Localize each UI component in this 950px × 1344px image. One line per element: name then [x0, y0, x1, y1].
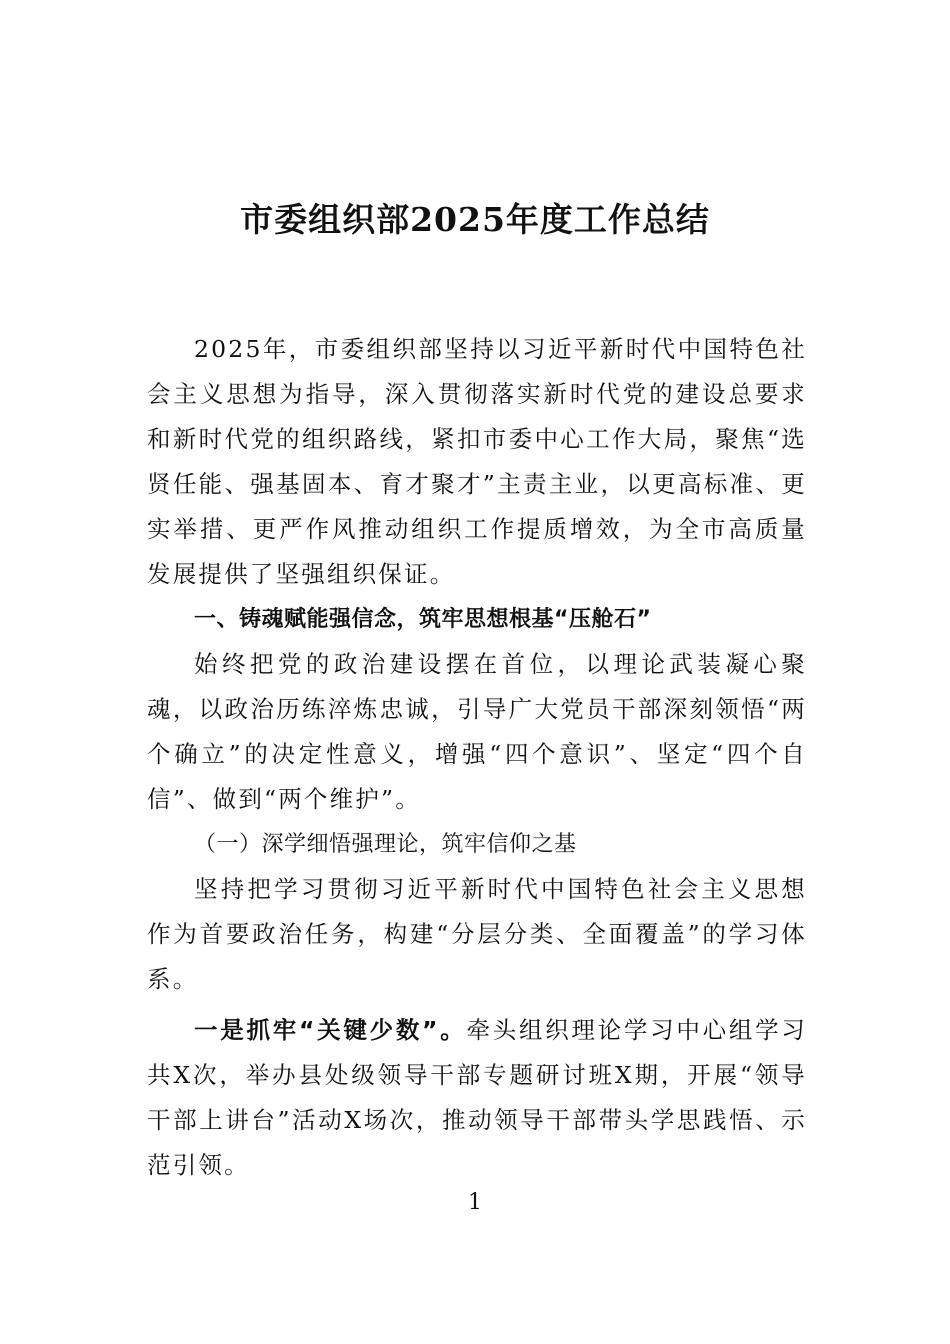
item-1-text: 牵头组织理论学习中心组学习共X次，举办县处级领导干部专题研讨班X期，开展“领导干部上讲台”活动X场次，推动领导干部带头学思践悟、示范引领。: [147, 1016, 807, 1179]
item-1-lead: 一是抓牢“关键少数”。: [194, 1016, 467, 1044]
intro-paragraph: 2025年，市委组织部坚持以习近平新时代中国特色社会主义思想为指导，深入贯彻落实新时代党的建设总要求和新时代党的组织路线，紧扣市委中心工作大局，聚焦“选贤任能、强基固本、育才聚才”主责主业，以更高标准、更实举措、更严作风推动组织工作提质增效，为全市高质量发展提供了坚强组织保证。: [147, 335, 807, 588]
subsection-1-heading: （一）深学细悟强理论，筑牢信仰之基: [194, 832, 577, 857]
item-1-paragraph: [147, 1008, 807, 1188]
document-title: 市委组织部2025年度工作总结: [240, 200, 710, 239]
subsection-1-paragraph: 坚持把学习贯彻习近平新时代中国特色社会主义思想作为首要政治任务，构建“分层分类、全面覆盖”的学习体系。: [147, 875, 807, 993]
document-body: [147, 327, 807, 1188]
page-number: 1: [468, 1190, 482, 1215]
section-1-heading: 一、铸魂赋能强信念，筑牢思想根基“压舱石”: [194, 607, 652, 632]
section-1-paragraph: 始终把党的政治建设摆在首位，以理论武装凝心聚魂，以政治历练淬炼忠诚，引导广大党员干部深刻领悟“两个确立”的决定性意义，增强“四个意识”、坚定“四个自信”、做到“两个维护”。: [147, 650, 807, 813]
